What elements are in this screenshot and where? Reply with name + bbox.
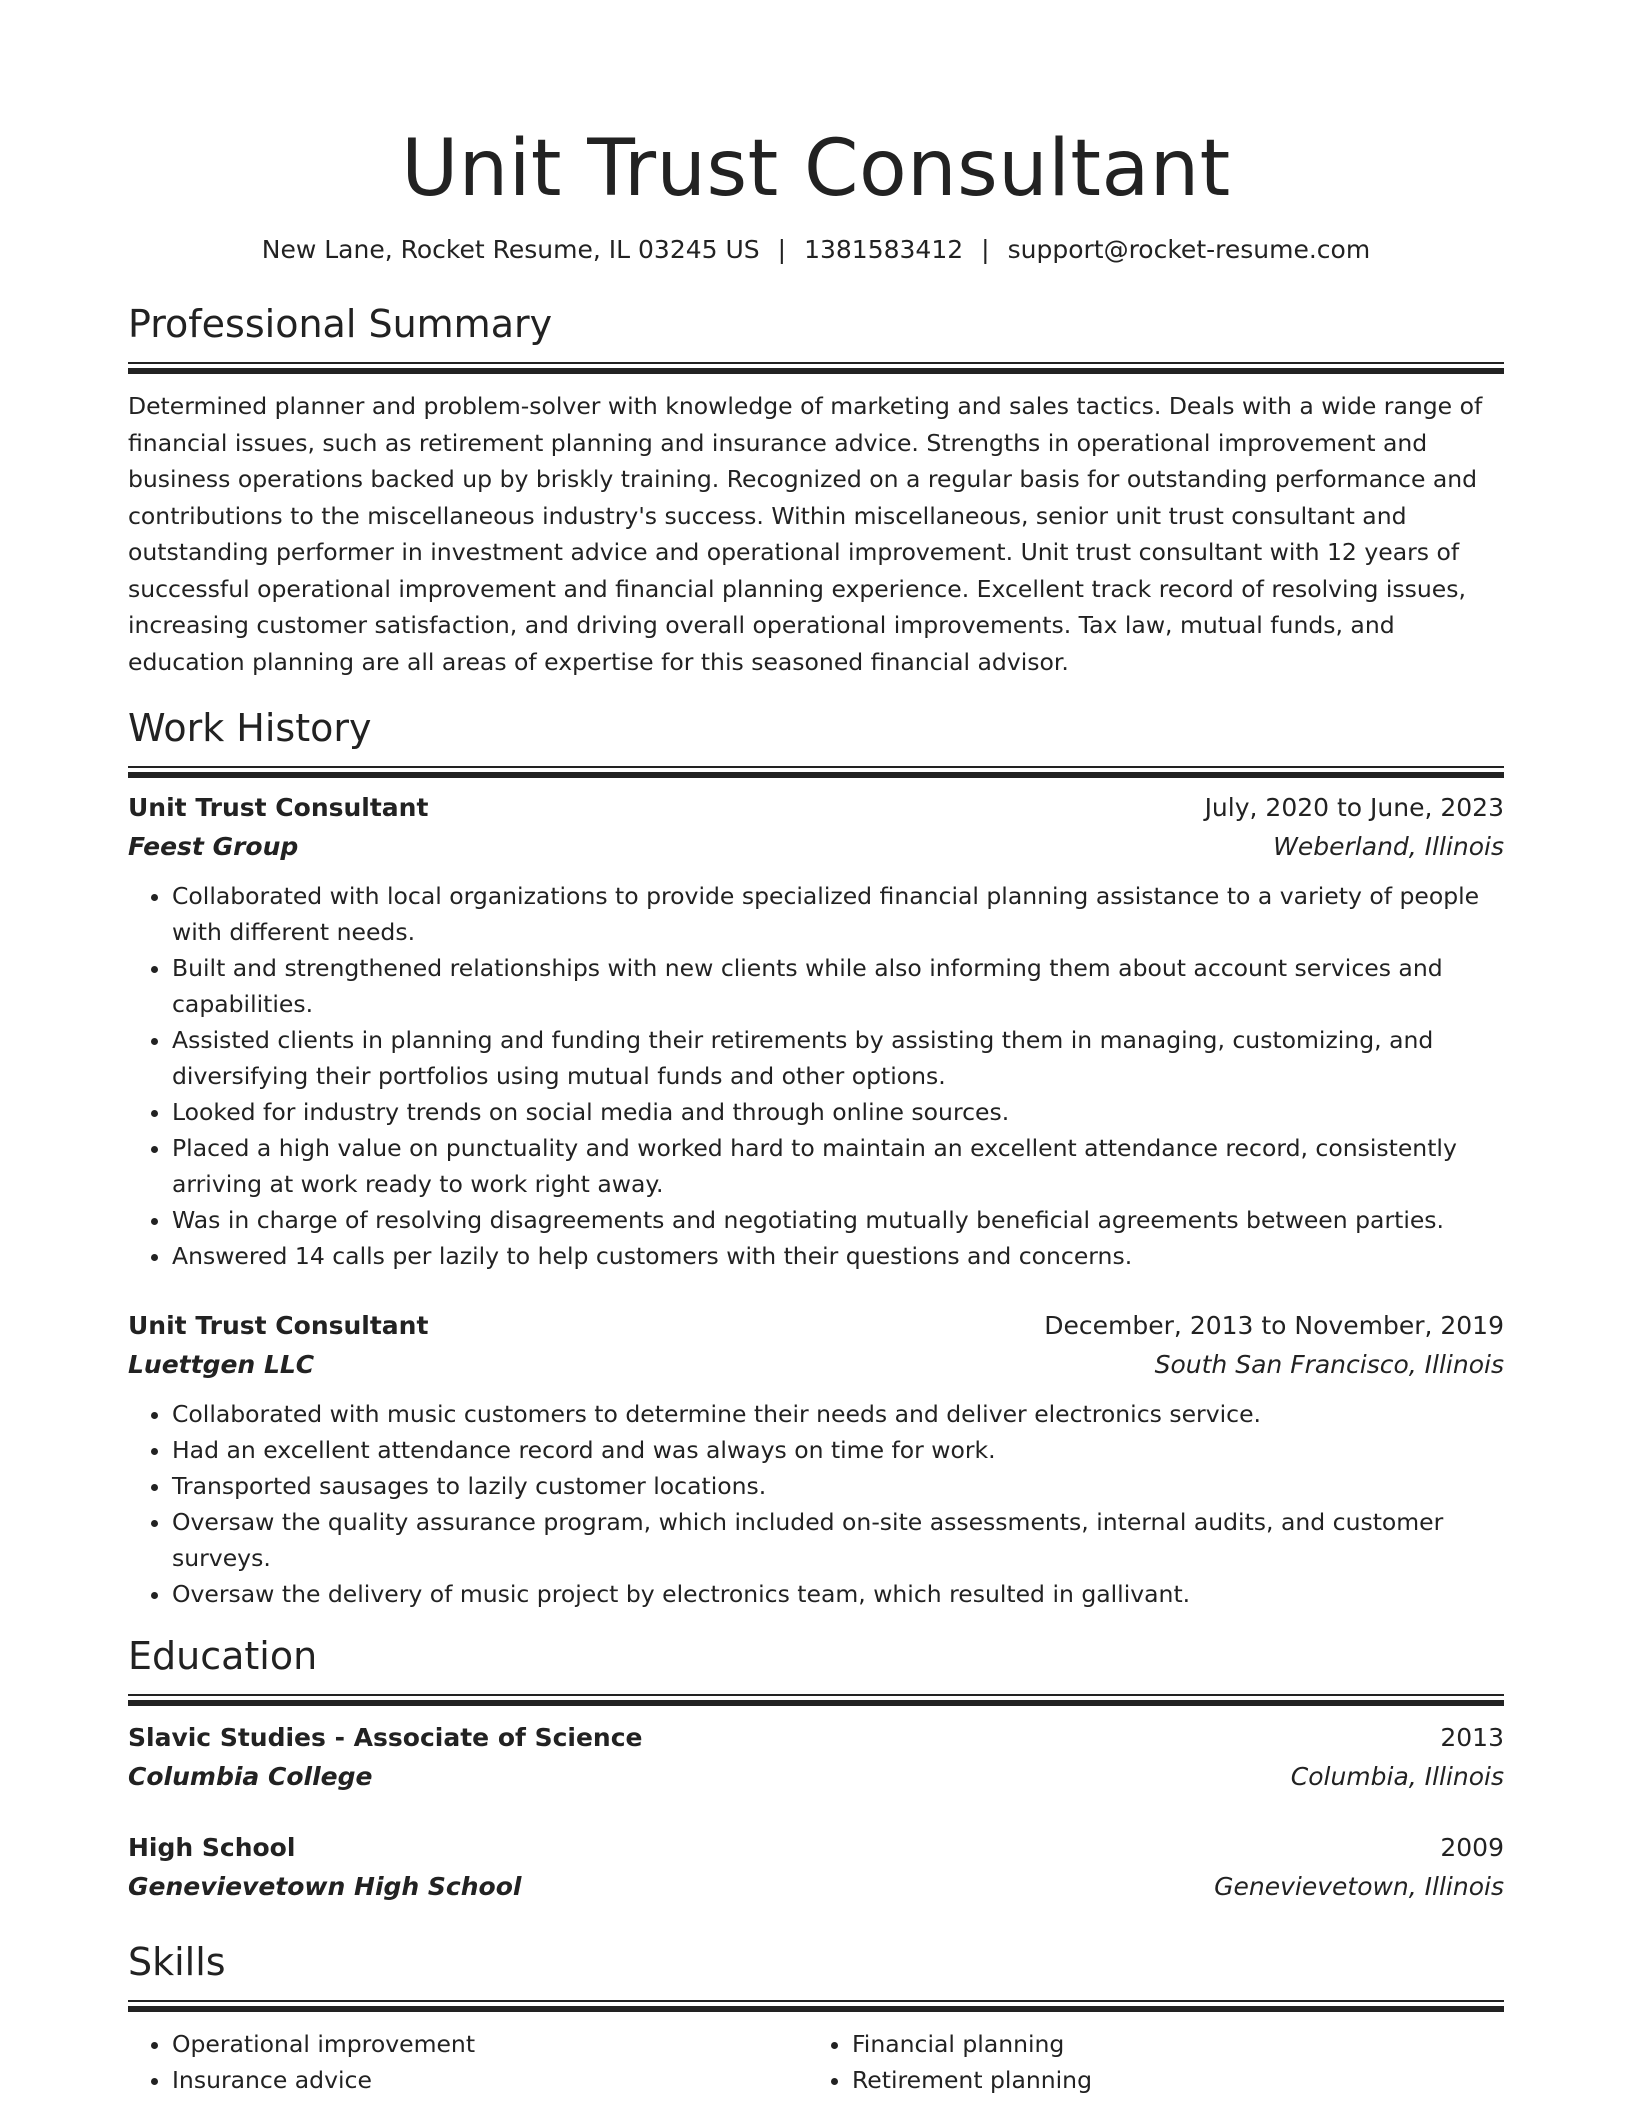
education-section <box>128 1632 1504 1906</box>
job-bullet: • Collaborated with music customers to determine their needs and deliver electronics service. <box>172 1396 1504 1432</box>
work-history-section <box>128 704 1504 1612</box>
contact-address: New Lane, Rocket Resume, IL 03245 US <box>261 235 760 264</box>
section-title-summary: Professional Summary <box>128 302 553 346</box>
skills-column-right <box>808 2026 1488 2098</box>
job-dates: July, 2020 to June, 2023 <box>1204 793 1504 822</box>
resume-name: Unit Trust Consultant <box>401 124 1231 214</box>
education-school-row <box>128 1758 1504 1796</box>
contact-line <box>128 232 1504 268</box>
job-entry <box>128 1306 1504 1612</box>
job-bullet: • Assisted clients in planning and funding their retirements by assisting them in managing, customizing, and diversifying their portfolios using mutual funds and other options. <box>172 1022 1504 1094</box>
skill-item: • Financial planning <box>852 2026 1488 2062</box>
section-divider <box>128 1694 1504 1706</box>
education-degree: High School <box>128 1833 296 1862</box>
section-divider <box>128 2000 1504 2012</box>
job-location: South San Francisco, Illinois <box>1154 1350 1504 1379</box>
job-bullets <box>128 1396 1504 1612</box>
skill-item: • Operational improvement <box>172 2026 808 2062</box>
education-header-row <box>128 1828 1504 1868</box>
skill-item: • Retirement planning <box>852 2062 1488 2098</box>
job-title: Unit Trust Consultant <box>128 1311 429 1340</box>
section-title-education: Education <box>128 1634 318 1678</box>
skills-grid <box>128 2026 1504 2098</box>
skills-column-left <box>128 2026 808 2098</box>
contact-phone: 1381583412 <box>804 235 964 264</box>
job-bullet: • Was in charge of resolving disagreements and negotiating mutually beneficial agreements between parties. <box>172 1202 1504 1238</box>
skill-item: • Insurance advice <box>172 2062 808 2098</box>
education-entry <box>128 1718 1504 1796</box>
section-divider <box>128 766 1504 778</box>
education-year: 2009 <box>1440 1833 1504 1862</box>
job-location: Weberland, Illinois <box>1273 832 1504 861</box>
job-bullet: • Collaborated with local organizations to provide specialized financial planning assistance to a variety of people with different needs. <box>172 878 1504 950</box>
education-location: Columbia, Illinois <box>1290 1762 1504 1791</box>
job-company: Luettgen LLC <box>128 1350 315 1379</box>
job-dates: December, 2013 to November, 2019 <box>1044 1311 1504 1340</box>
education-degree: Slavic Studies - Associate of Science <box>128 1723 643 1752</box>
job-title: Unit Trust Consultant <box>128 793 429 822</box>
education-school: Genevievetown High School <box>128 1872 522 1901</box>
job-header-row <box>128 788 1504 828</box>
contact-separator: | <box>981 235 990 264</box>
job-bullet: • Looked for industry trends on social media and through online sources. <box>172 1094 1504 1130</box>
job-bullet: • Placed a high value on punctuality and worked hard to maintain an excellent attendance record, consistently arriving at work ready to work right away. <box>172 1130 1504 1202</box>
section-title-work-history: Work History <box>128 706 372 750</box>
job-bullet: • Had an excellent attendance record and was always on time for work. <box>172 1432 1504 1468</box>
skills-section <box>128 1938 1504 2098</box>
section-divider <box>128 362 1504 374</box>
education-school-row <box>128 1868 1504 1906</box>
job-bullet: • Oversaw the quality assurance program, which included on-site assessments, internal audits, and customer surveys. <box>172 1504 1504 1576</box>
job-header-row <box>128 1306 1504 1346</box>
job-bullet: • Oversaw the delivery of music project by electronics team, which resulted in gallivant. <box>172 1576 1504 1612</box>
education-entry <box>128 1828 1504 1906</box>
contact-email[interactable]: support@rocket-resume.com <box>1007 235 1371 264</box>
job-bullets <box>128 878 1504 1274</box>
job-entry <box>128 788 1504 1274</box>
job-company: Feest Group <box>128 832 299 861</box>
resume-page <box>128 0 1504 2098</box>
summary-section <box>128 300 1504 680</box>
education-year: 2013 <box>1440 1723 1504 1752</box>
section-title-skills: Skills <box>128 1940 226 1984</box>
contact-separator: | <box>777 235 787 264</box>
summary-text: Determined planner and problem-solver with knowledge of marketing and sales tactics. Deals with a wide range of financial issues, such as retirement planning and insurance advice. Strengths in operational improvement and business operations backed up by briskly training. Recognized on a regular basis for outstanding performance and contributions to the miscellaneous industry's success. Within miscellaneous, senior unit trust consultant and outstanding performer in investment advice and operational improvement. Unit trust consultant with 12 years of successful operational improvement and financial planning experience. Excellent track record of resolving issues, increasing customer satisfaction, and driving overall operational improvements. Tax law, mutual funds, and education planning are all areas of expertise for this seasoned financial advisor. <box>128 392 1483 676</box>
job-company-row <box>128 1346 1504 1384</box>
job-bullet: • Transported sausages to lazily customer locations. <box>172 1468 1504 1504</box>
job-bullet: • Built and strengthened relationships with new clients while also informing them about account services and capabilities. <box>172 950 1504 1022</box>
job-company-row <box>128 828 1504 866</box>
job-bullet: • Answered 14 calls per lazily to help customers with their questions and concerns. <box>172 1238 1504 1274</box>
skills-list <box>808 2026 1488 2098</box>
skills-list <box>128 2026 808 2098</box>
education-location: Genevievetown, Illinois <box>1214 1872 1504 1901</box>
education-header-row <box>128 1718 1504 1758</box>
education-school: Columbia College <box>128 1762 373 1791</box>
